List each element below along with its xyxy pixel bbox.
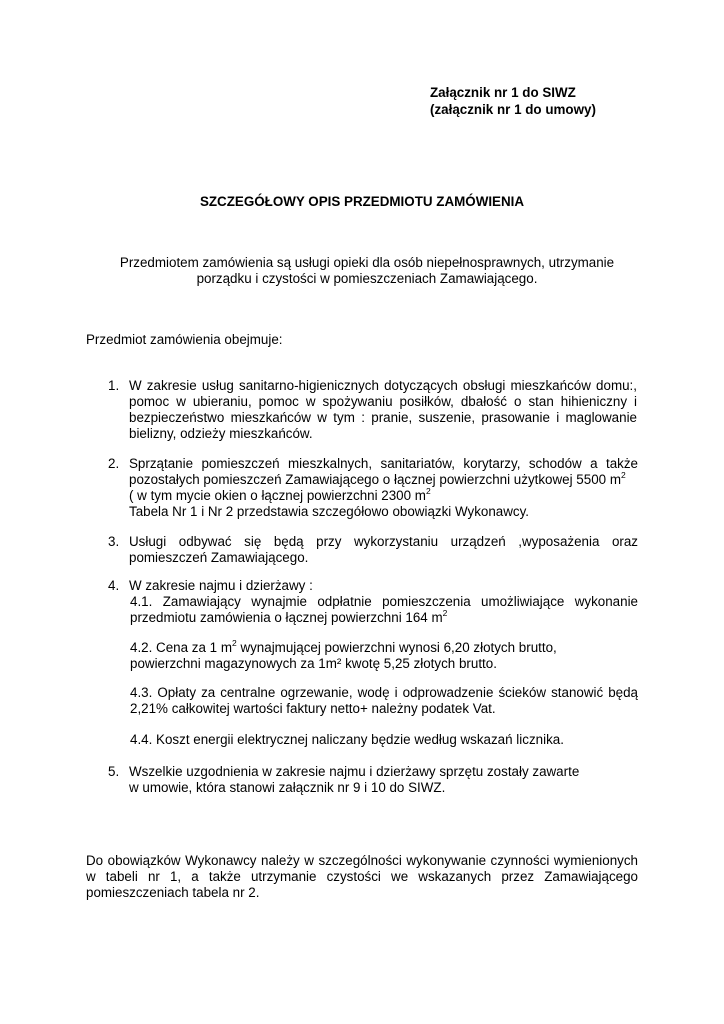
- item-2-line-3: [129, 485, 638, 504]
- item-4-heading: W zakresie najmu i dzierżawy :: [129, 578, 313, 593]
- intro-line-1: Przedmiotem zamówienia są usługi opieki dla osób niepełnosprawnych, utrzymanie: [119, 255, 615, 270]
- subitem-4-1-line-2-text: przedmiotu zamówienia o łącznej powierzchni 164 m: [130, 610, 443, 625]
- list-item-number: 4.: [108, 578, 120, 593]
- document-title: SZCZEGÓŁOWY OPIS PRZEDMIOTU ZAMÓWIENIA: [199, 194, 525, 209]
- intro-line-2: porządku i czystości w pomieszczeniach Zamawiającego.: [196, 271, 538, 286]
- item-2-line-2: [129, 469, 638, 488]
- item-3-line-2: pomieszczeń Zamawiającego.: [129, 550, 309, 565]
- subitem-4-2-line-1-sup: 2: [231, 637, 237, 648]
- item-5-line-1: Wszelkie uzgodnienia w zakresie najmu i dzierżawy sprzętu zostały zawarte: [129, 764, 580, 779]
- closing-line-2: w tabeli nr 1, a także utrzymanie czystości we wskazanych przez Zamawiającego: [86, 869, 638, 884]
- list-item-text: [129, 578, 638, 594]
- list-item-number: 2.: [108, 456, 120, 471]
- item-1-line-2: pomoc w ubieraniu, pomoc w spożywaniu posiłków, dbałość o stan hihieniczny i: [129, 394, 637, 409]
- list-item-text: [129, 378, 637, 442]
- closing-line-3: pomieszczeniach tabela nr 2.: [86, 885, 260, 900]
- subitem-4-3-line-2: 2,21% całkowitej wartości faktury netto+ należny podatek Vat.: [130, 701, 496, 716]
- item-1-line-1: W zakresie usług sanitarno-higienicznych dotyczących obsługi mieszkańców domu:,: [129, 378, 637, 393]
- subitem-4-1-line-2-sup: 2: [442, 607, 448, 618]
- subitem-4-2: [130, 637, 638, 672]
- scope-heading: Przedmiot zamówienia obejmuje:: [86, 332, 283, 347]
- annex-label: [430, 84, 596, 118]
- closing-paragraph: [86, 853, 638, 901]
- item-2-line-3-text: ( w tym mycie okien o łącznej powierzchni 2300 m: [129, 488, 426, 503]
- item-2-line-1: Sprzątanie pomieszczeń mieszkalnych, sanitariatów, korytarzy, schodów a także: [129, 456, 638, 471]
- subitem-4-2-line-1a: 4.2. Cena za 1 m: [130, 640, 232, 655]
- subitem-4-2-line-1b: wynajmującej powierzchni wynosi 6,20 złotych brutto,: [236, 640, 557, 655]
- list-item-text: [129, 534, 638, 566]
- list-item-number: 5.: [108, 764, 120, 779]
- list-item-number: 3.: [108, 534, 120, 549]
- subitem-4-4-line-1: 4.4. Koszt energii elektrycznej naliczany będzie według wskazań licznika.: [130, 732, 564, 747]
- list-item-number: 1.: [108, 378, 120, 393]
- item-3-line-1: Usługi odbywać się będą przy wykorzystaniu urządzeń ,wyposażenia oraz: [129, 534, 638, 549]
- list-item-text: [129, 456, 638, 520]
- subitem-4-2-line-1: [130, 637, 638, 656]
- subitem-4-3-line-1: 4.3. Opłaty za centralne ogrzewanie, wodę i odprowadzenie ścieków stanowić będą: [130, 685, 638, 700]
- item-2-line-2-text: pozostałych pomieszczeń Zamawiającego o łącznej powierzchni użytkowej 5500 m: [129, 472, 621, 487]
- item-2-line-3-sup: 2: [425, 485, 431, 496]
- annex-line-1: Załącznik nr 1 do SIWZ: [430, 85, 576, 100]
- intro-paragraph: [110, 255, 624, 287]
- subitem-4-1-line-1: 4.1. Zamawiający wynajmie odpłatnie pomieszczenia umożliwiające wykonanie: [130, 594, 638, 609]
- annex-line-2: (załącznik nr 1 do umowy): [430, 102, 596, 117]
- list-item-text: [129, 764, 638, 796]
- item-5-line-2: w umowie, która stanowi załącznik nr 9 i 10 do SIWZ.: [129, 780, 446, 795]
- subitem-4-3: [130, 685, 638, 717]
- subitem-4-1: [130, 594, 638, 626]
- subitem-4-2-line-2: powierzchni magazynowych za 1m² kwotę 5,25 złotych brutto.: [130, 656, 497, 671]
- closing-line-1: Do obowiązków Wykonawcy należy w szczególności wykonywanie czynności wymienionych: [86, 853, 638, 868]
- item-2-line-4: Tabela Nr 1 i Nr 2 przedstawia szczegółowo obowiązki Wykonawcy.: [129, 504, 530, 519]
- item-1-line-3: bezpieczeństwo mieszkańców w tym : pranie, suszenie, prasowanie i maglowanie: [129, 410, 637, 425]
- subitem-4-4: [130, 732, 638, 748]
- item-1-line-4: bielizny, odzieży mieszkańców.: [129, 426, 313, 441]
- item-2-line-2-sup: 2: [620, 469, 626, 480]
- subitem-4-1-line-2: [130, 607, 638, 626]
